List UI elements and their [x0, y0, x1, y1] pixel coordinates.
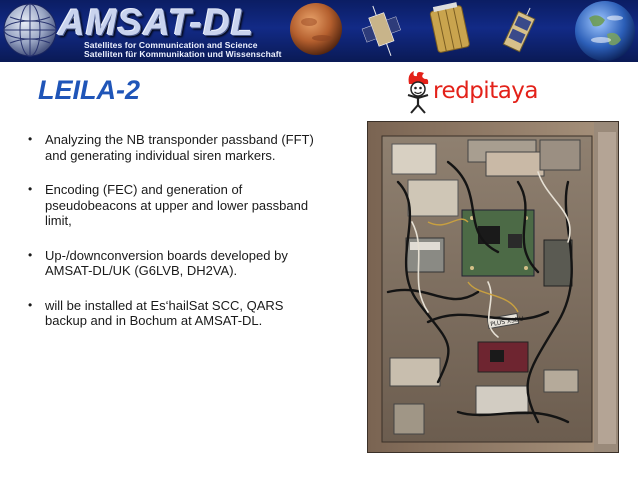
redpitaya-logo-text: redpitaya [433, 78, 539, 104]
hardware-photo-illustration [368, 122, 619, 453]
globe-logo-icon [2, 1, 58, 59]
bullet-item [28, 248, 328, 279]
bullet-glyph: • [28, 247, 33, 262]
bullet-item [28, 132, 328, 163]
bullet-glyph: • [28, 297, 33, 312]
redpitaya-logo [403, 70, 551, 114]
satellite-2-image [424, 0, 476, 60]
bullet-item [28, 182, 328, 229]
satellite-1-image [358, 2, 408, 60]
bullet-text: Analyzing the NB transponder passband (FFT) and generating individual siren markers. [45, 132, 314, 163]
amsat-dl-wordmark: AMSAT-DL [58, 2, 255, 43]
mars-planet-image [289, 0, 343, 62]
slide-title: LEILA-2 [38, 75, 141, 105]
banner-tagline-english: Satellites for Communication and Science [84, 40, 258, 50]
satellite-3-image [500, 6, 540, 58]
board-label-text: PLUS XSDU [489, 315, 525, 329]
bullet-item [28, 298, 328, 329]
header-banner [0, 0, 638, 62]
bullet-text: Encoding (FEC) and generation of pseudobeacons at upper and lower passband limit, [45, 182, 309, 228]
banner-tagline-german: Satelliten für Kommunikation und Wissenschaft [84, 49, 282, 59]
hardware-enclosure-photo [367, 121, 619, 453]
redpitaya-mascot-icon [403, 70, 433, 114]
bullet-list [28, 132, 328, 348]
bullet-text: Up-/downconversion boards developed by AMSAT-DL/UK (G6LVB, DH2VA). [45, 247, 288, 278]
bullet-text: will be installed at Es‘hailSat SCC, QARS backup and in Bochum at AMSAT-DL. [45, 297, 284, 328]
earth-planet-image [571, 0, 638, 62]
bullet-glyph: • [28, 132, 33, 146]
bullet-glyph: • [28, 182, 33, 196]
